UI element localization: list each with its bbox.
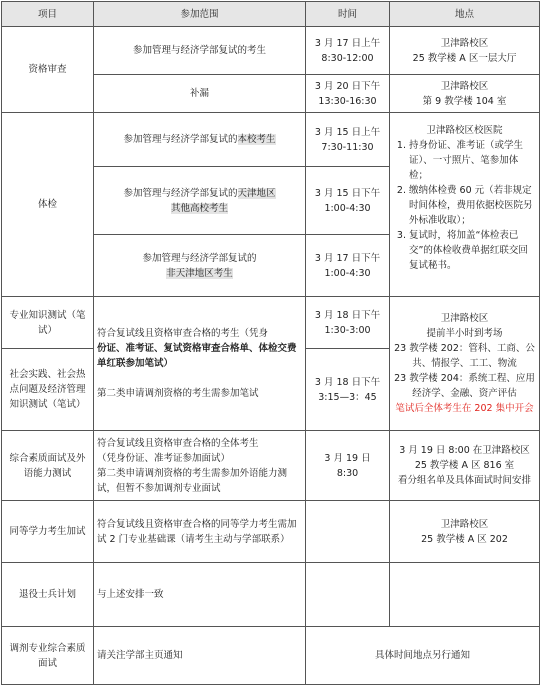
table-row (2, 563, 540, 627)
written-place: 卫津路校区 提前半小时到考场 23 教学楼 202：管科、工商、公共、情报学、工工、物流 23 教学楼 204：系统工程、应用经济学、金融、资产评估 笔试后全体考生在 202 集中开会 (390, 297, 540, 431)
equivalent-label: 同等学力考生加试 (2, 501, 94, 563)
equivalent-time (306, 501, 390, 563)
adjust-label: 调剂专业综合素质面试 (2, 627, 94, 685)
veteran-time (306, 563, 390, 627)
physical-scope-3: 参加管理与经济学部复试的 非天津地区考生 (94, 235, 306, 297)
physical-place-title: 卫津路校区校医院 (426, 125, 503, 136)
header-item: 项目 (2, 2, 94, 27)
qualification-place-1: 卫津路校区 25 教学楼 A 区一层大厅 (390, 27, 540, 75)
equivalent-scope: 符合复试线且资格审查合格的同等学力考生需加试 2 门专业基础课（请考生主动与学部联系） (94, 501, 306, 563)
veteran-scope: 与上述安排一致 (94, 563, 306, 627)
table-row (2, 501, 540, 563)
table-row (2, 27, 540, 75)
interview-scope: 符合复试线且资格审查合格的全体考生 （凭身份证、准考证参加面试） 第二类申请调剂资格的考生需参加外语能力测试，但暂不参加调剂专业面试 (94, 431, 306, 501)
list-item: 1. 持身份证、准考证（或学生证）、一寸照片、笔参加体检； (409, 138, 536, 183)
written-time-2: 3 月 18 日下午 3:15—3：45 (306, 349, 390, 431)
qualification-time-1: 3 月 17 日上午 8:30-12:00 (306, 27, 390, 75)
header-scope: 参加范围 (94, 2, 306, 27)
interview-place: 3 月 19 日 8:00 在卫津路校区 25 教学楼 A 区 816 室 看分组名单及具体面试时间安排 (390, 431, 540, 501)
qualification-scope-2: 补漏 (94, 75, 306, 113)
physical-place-list (393, 138, 536, 273)
equivalent-place: 卫津路校区 25 教学楼 A 区 202 (390, 501, 540, 563)
qualification-place-2: 卫津路校区 第 9 教学楼 104 室 (390, 75, 540, 113)
qualification-label: 资格审查 (2, 27, 94, 113)
physical-time-1: 3 月 15 日上午 7:30-11:30 (306, 113, 390, 167)
veteran-place (390, 563, 540, 627)
veteran-label: 退役士兵计划 (2, 563, 94, 627)
physical-label: 体检 (2, 113, 94, 297)
table-row (2, 431, 540, 501)
physical-time-3: 3 月 17 日下午 1:00-4:30 (306, 235, 390, 297)
written-scope: 符合复试线且资格审查合格的考生（凭身 份证、准考证、复试资格审查合格单、体检交费单红联参加笔试） 第二类申请调剂资格的考生需参加笔试 (94, 297, 306, 431)
physical-scope-2: 参加管理与经济学部复试的天津地区 其他高校考生 (94, 167, 306, 235)
schedule-table (1, 1, 540, 685)
written-meeting-note: 笔试后全体考生在 202 集中开会 (395, 403, 534, 414)
qualification-scope-1: 参加管理与经济学部复试的考生 (94, 27, 306, 75)
adjust-time-place: 具体时间地点另行通知 (306, 627, 540, 685)
table-row (2, 297, 540, 349)
written-time-1: 3 月 18 日下午 1:30-3:00 (306, 297, 390, 349)
interview-time: 3 月 19 日 8:30 (306, 431, 390, 501)
qualification-time-2: 3 月 20 日下午 13:30-16:30 (306, 75, 390, 113)
table-row (2, 627, 540, 685)
table-row (2, 113, 540, 167)
header-time: 时间 (306, 2, 390, 27)
list-item: 2. 缴纳体检费 60 元（若非规定时间体检，费用依据校医院另外标准收取）； (409, 183, 536, 228)
written-label-1: 专业知识测试（笔试） (2, 297, 94, 349)
table-header-row (2, 2, 540, 27)
adjust-scope: 请关注学部主页通知 (94, 627, 306, 685)
physical-place (390, 113, 540, 297)
header-place: 地点 (390, 2, 540, 27)
written-label-2: 社会实践、社会热点问题及经济管理知识测试（笔试） (2, 349, 94, 431)
interview-label: 综合素质面试及外语能力测试 (2, 431, 94, 501)
physical-time-2: 3 月 15 日下午 1:00-4:30 (306, 167, 390, 235)
list-item: 3. 复试时，将加盖“体检表已交”的体检收费单据红联交回复试秘书。 (409, 228, 536, 273)
physical-scope-1: 参加管理与经济学部复试的本校考生 (94, 113, 306, 167)
